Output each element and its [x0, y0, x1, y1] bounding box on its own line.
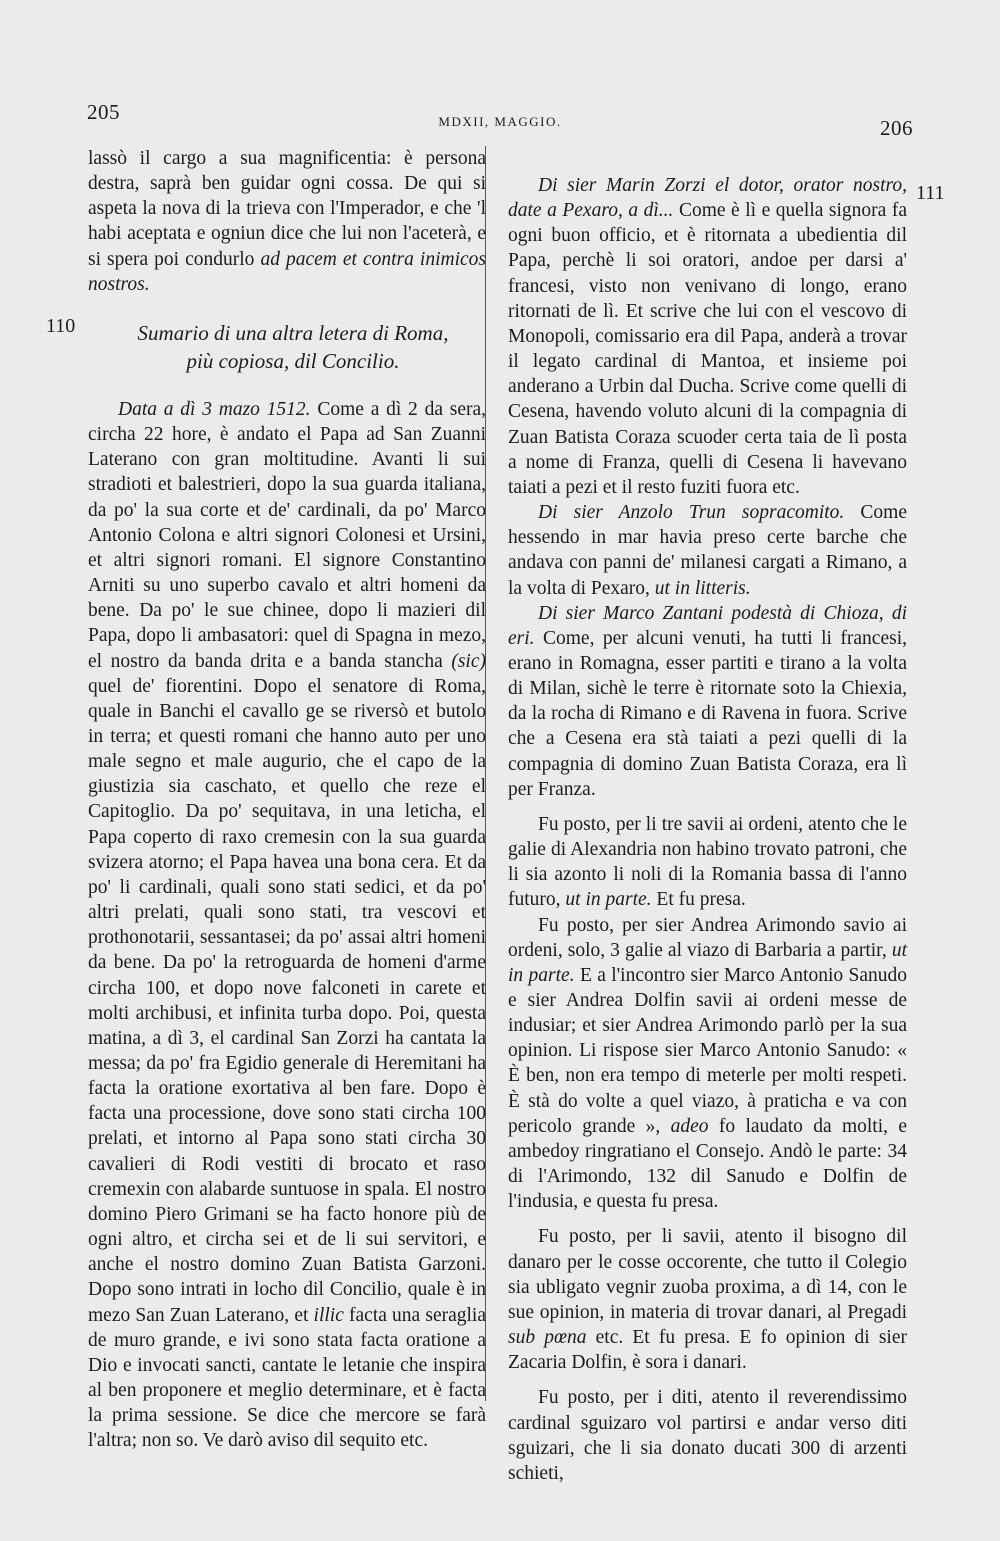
- left-paragraph-2: [88, 397, 486, 1454]
- left-page-number: 205: [87, 100, 120, 124]
- right-paragraph-7: [508, 1385, 907, 1486]
- left-p2-text-c: facta una seraglia de muro grande, e ivi sono stata facta oratione a Dio e invocati sancti, cantate le letanie che inspira al ben proponere et meglio determinare, et è facta la prima sessione. Se dice che mercore se farà l'altra; non so. Ve darò aviso dil sequito etc.: [88, 1304, 487, 1452]
- right-p4-italic: ut in parte.: [565, 889, 652, 911]
- right-p6-text-a: Fu posto, per li savii, atento il bisogno dil danaro per le cosse occorente, che tutto il Colegio sia ubligato vegnir zuoba proxima, a dì 14, con le sue opinion, in materia di trovar danari, al Pregadi: [508, 1226, 907, 1323]
- right-page-number: 206: [880, 116, 913, 140]
- left-p2-text-a: Come a dì 2 da sera, circha 22 hore, è andato el Papa ad San Zuanni Laterano con gran moltitudine. Avanti li sui stradioti et balestrieri, dopo la sua guarda italiana, da po' la sua corte et de' cardinali, da po' Marco Antonio Colona e altri signori Colonesi et Ursini, et altri signori romani. El signore Constantino Arniti su uno superbo cavalo et altri homeni da bene. Da po' le sue chinee, dopo li mazieri dil Papa, dopo li ambasatori: quel di Spagna in mezo, el nostro da banda drita e a banda stancha: [88, 398, 487, 672]
- right-p1-text: Come è lì e quella signora fa ogni buon officio, et è ritornata a ubedientia dil Papa, perchè li soi oratori, andoe per darsi a' francesi, visto non venivano di longo, erano ritornati de lì. Et scrive che lui con el vescovo di Monopoli, comissario era dil Papa, anderà a trovar il legato cardinal di Mantoa, et insieme poi anderano a Urbin dal Ducha. Scrive come quelli di Cesena, havendo voluto alcuni di la compagnia di Zuan Batista Coraza scuoder certa taia de lì posta a nome di Franza, quelli di Cesena li havevano taiati a pezi et il resto fuziti fuora etc.: [508, 200, 908, 498]
- section-heading-line-2: più copiosa, dil Concilio.: [186, 348, 400, 373]
- right-paragraph-1: [508, 173, 907, 500]
- right-p4-text: Fu posto, per li tre savii ai ordeni, atento che le galie di Alexandria non habino trovato patroni, che li sia azonto li noli di la Romania bassa di l'anno futuro,: [508, 813, 907, 911]
- left-p2-sic: (sic): [451, 650, 486, 672]
- right-paragraph-2: [508, 500, 907, 601]
- right-paragraph-6: [508, 1224, 907, 1375]
- section-heading-line-1: Sumario di una altra letera di Roma,: [137, 320, 449, 345]
- left-p1-text: lassò il cargo a sua magnificentia: è persona destra, saprà ben guidar ogni cossa. De qui si aspeta la nova di la trieva con l'Imperador, e che 'l habi aceptata e ogniun dice che lui non l'aceterà, e si spera poi condurlo: [88, 148, 486, 270]
- left-p2-illic: illic: [313, 1304, 344, 1326]
- right-p5-text-b: E a l'incontro sier Marco Antonio Sanudo e sier Andrea Dolfin savii ai ordeni messe de indusiar; et sier Andrea Arimondo parlò per la sua opinion. Li rispose sier Marco Antonio Sanudo: « È ben, non era tempo di meterle per molti respeti. È stà do volte a quel viazo, à praticha e va con pericolo grande »,: [508, 964, 908, 1137]
- running-head: MDXII, MAGGIO.: [438, 114, 562, 129]
- right-paragraph-5: [508, 913, 907, 1215]
- margin-number-left: 110: [46, 315, 76, 337]
- right-p5-adeo: adeo: [670, 1115, 709, 1137]
- right-p6-text-b: etc. Et fu presa. E fo opinion di sier Zacaria Dolfin, è sora i danari.: [508, 1327, 907, 1374]
- right-p4-end: Et fu presa.: [656, 889, 746, 911]
- right-p3-heading: Di sier Marco Zantani podestà di Chioza, di eri.: [508, 602, 907, 649]
- right-p5-text-c: fo laudato da molti, e ambedoy ringratiano el Consejo. Andò le parte: 34 di l'Arimondo, 132 dil Sanudo e Dolfin de l'indusia, e questa fu presa.: [508, 1115, 908, 1213]
- margin-number-right: 111: [916, 182, 945, 204]
- section-heading: [88, 319, 486, 375]
- left-column: [88, 146, 486, 1454]
- right-p5-text-a: Fu posto, per sier Andrea Arimondo savio ai ordeni, solo, 3 galie al viazo di Barbaria a partir,: [508, 914, 907, 961]
- right-p1-heading: Di sier Marin Zorzi el dotor, orator nostro, date a Pexaro, a dì...: [508, 175, 907, 222]
- left-p2-date: Data a dì 3 mazo 1512.: [118, 398, 311, 420]
- left-paragraph-1: [88, 146, 486, 297]
- right-paragraph-4: [508, 812, 907, 913]
- right-p5-italic: ut in parte.: [508, 939, 908, 986]
- right-p2-end: ut in litteris.: [654, 577, 751, 599]
- left-p2-text-b: quel de' fiorentini. Dopo el senatore di Roma, quale in Banchi el cavallo ge se riversò et butolo in terra; et questi romani che hanno auto per uno male segno et male augurio, che el capo de la giustizia sia caschato, et quello che reze el Capitoglio. Da po' sequitava, in una leticha, el Papa coperto di raxo cremesin con la sua guarda svizera atorno; el Papa havea una bona cera. Et da po' li cardinali, quali sono stati sedici, et da po' altri prelati, quali sono stati, tra vescovi et prothonotarii, sessantasei; da po' assai altri homeni da bene. Da po' la retroguarda de homeni d'arme circha 100, et dopo nove falconeti in carete et molti archibusi, et infinita turba dopo. Poi, questa matina, a dì 3, el cardinal San Zorzi ha cantata la messa; da po' fra Egidio generale di Heremitani ha facta la oratione exortativa al ben fare. Dopo è facta una processione, dove sono stati circha 100 prelati, et intorno al Papa sono stati circha 30 cavalieri di Rodi vestiti di brocato et raso cremexin con alabarde suntuose in spala. El nostro domino Piero Grimani se ha facto honore più de ogni altro, et circha sei et de li sui servitori, e anche el nostro domino Zuan Batista Garzoni. Dopo sono intrati in locho dil Concilio, quale è in mezo San Zuan Laterano, et: [88, 675, 486, 1326]
- right-p2-heading: Di sier Anzolo Trun sopracomito.: [538, 502, 845, 524]
- right-column: [508, 173, 907, 1486]
- right-paragraph-3: [508, 601, 907, 802]
- right-p2-text: Come hessendo in mar havia preso certe barche che andava con panni de' milanesi cargati a Rimano, a la volta di Pexaro,: [508, 502, 907, 599]
- right-p6-italic: sub pœna: [508, 1327, 587, 1349]
- right-p3-text: Come, per alcuni venuti, ha tutti li francesi, erano in Romagna, esser partiti e tirano a la volta di Milan, sichè le terre è ritornate soto la Chiexia, da la rocha di Rimano e di Ravena in fuora. Scrive che a Cesena era stà taiati a pezi quelli di la compagnia di domino Zuan Batista Coraza, era lì per Franza.: [508, 627, 908, 800]
- left-p1-italic: ad pacem et contra inimicos nostros.: [88, 248, 486, 295]
- right-p7-text: Fu posto, per i diti, atento il reverendissimo cardinal sguizaro vol partirsi e andar verso diti sguizari, che li sia donato ducati 300 di arzenti schieti,: [508, 1387, 907, 1484]
